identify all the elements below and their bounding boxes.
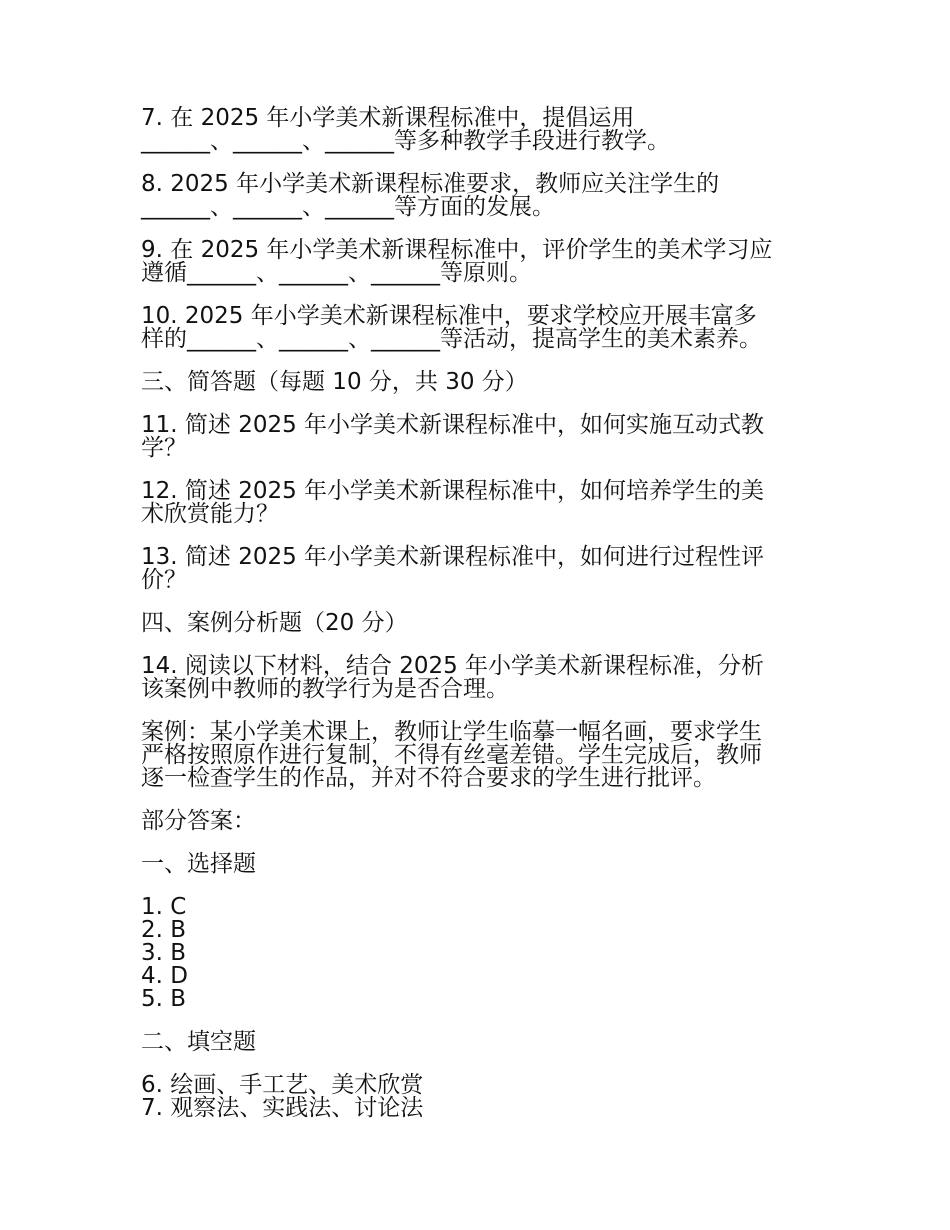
question-8-line-1: 8. 2025 年小学美术新课程标准要求，教师应关注学生的 [141, 171, 720, 197]
question-13-line-1: 13. 简述 2025 年小学美术新课程标准中，如何进行过程性评 [141, 544, 765, 570]
question-14-line-1: 14. 阅读以下材料，结合 2025 年小学美术新课程标准，分析 [141, 653, 765, 679]
case-text-line-3: 逐一检查学生的作品，并对不符合要求的学生进行批评。 [141, 765, 716, 791]
question-13 [141, 546, 821, 592]
choice-answer-item: 3. B [141, 940, 187, 966]
choice-answer-item: 5. B [141, 986, 187, 1012]
choice-answers-list [141, 896, 821, 1011]
answers-heading: 部分答案： [141, 808, 256, 834]
case-text [141, 721, 821, 790]
choice-answer-item: 2. B [141, 917, 187, 943]
choice-answer-item: 1. C [141, 894, 187, 920]
question-7-line-1: 7. 在 2025 年小学美术新课程标准中，提倡运用 [141, 105, 635, 131]
fill-answer-item: 6. 绘画、手工艺、美术欣赏 [141, 1072, 424, 1098]
document-page [141, 107, 821, 1140]
question-8-line-2: ______、______、______等方面的发展。 [141, 194, 555, 220]
choice-answer-item: 4. D [141, 963, 188, 989]
fill-answer-item: 7. 观察法、实践法、讨论法 [141, 1095, 424, 1121]
case-text-line-1: 案例：某小学美术课上，教师让学生临摹一幅名画，要求学生 [141, 719, 762, 745]
question-12 [141, 480, 821, 526]
question-14-line-2: 该案例中教师的教学行为是否合理。 [141, 676, 509, 702]
question-10 [141, 305, 821, 351]
question-14 [141, 655, 821, 701]
case-text-line-2: 严格按照原作进行复制，不得有丝毫差错。学生完成后，教师 [141, 742, 762, 768]
question-10-line-1: 10. 2025 年小学美术新课程标准中，要求学校应开展丰富多 [141, 303, 757, 329]
question-9 [141, 239, 821, 285]
question-12-line-1: 12. 简述 2025 年小学美术新课程标准中，如何培养学生的美 [141, 478, 765, 504]
fill-answers-list [141, 1074, 821, 1120]
fill-answers-heading: 二、填空题 [141, 1029, 256, 1055]
choice-answers-heading: 一、选择题 [141, 851, 256, 877]
question-13-line-2: 价？ [141, 567, 187, 593]
question-11-line-1: 11. 简述 2025 年小学美术新课程标准中，如何实施互动式教 [141, 412, 765, 438]
question-10-line-2: 样的______、______、______等活动，提高学生的美术素养。 [141, 326, 762, 352]
question-11 [141, 414, 821, 460]
question-7 [141, 107, 821, 153]
question-7-line-2: ______、______、______等多种教学手段进行教学。 [141, 128, 670, 154]
question-9-line-1: 9. 在 2025 年小学美术新课程标准中，评价学生的美术学习应 [141, 237, 773, 263]
question-8 [141, 173, 821, 219]
question-11-line-2: 学？ [141, 435, 187, 461]
short-answer-heading: 三、简答题（每题 10 分，共 30 分） [141, 369, 528, 395]
case-analysis-heading: 四、案例分析题（20 分） [141, 610, 408, 636]
question-12-line-2: 术欣赏能力？ [141, 501, 279, 527]
question-9-line-2: 遵循______、______、______等原则。 [141, 260, 532, 286]
